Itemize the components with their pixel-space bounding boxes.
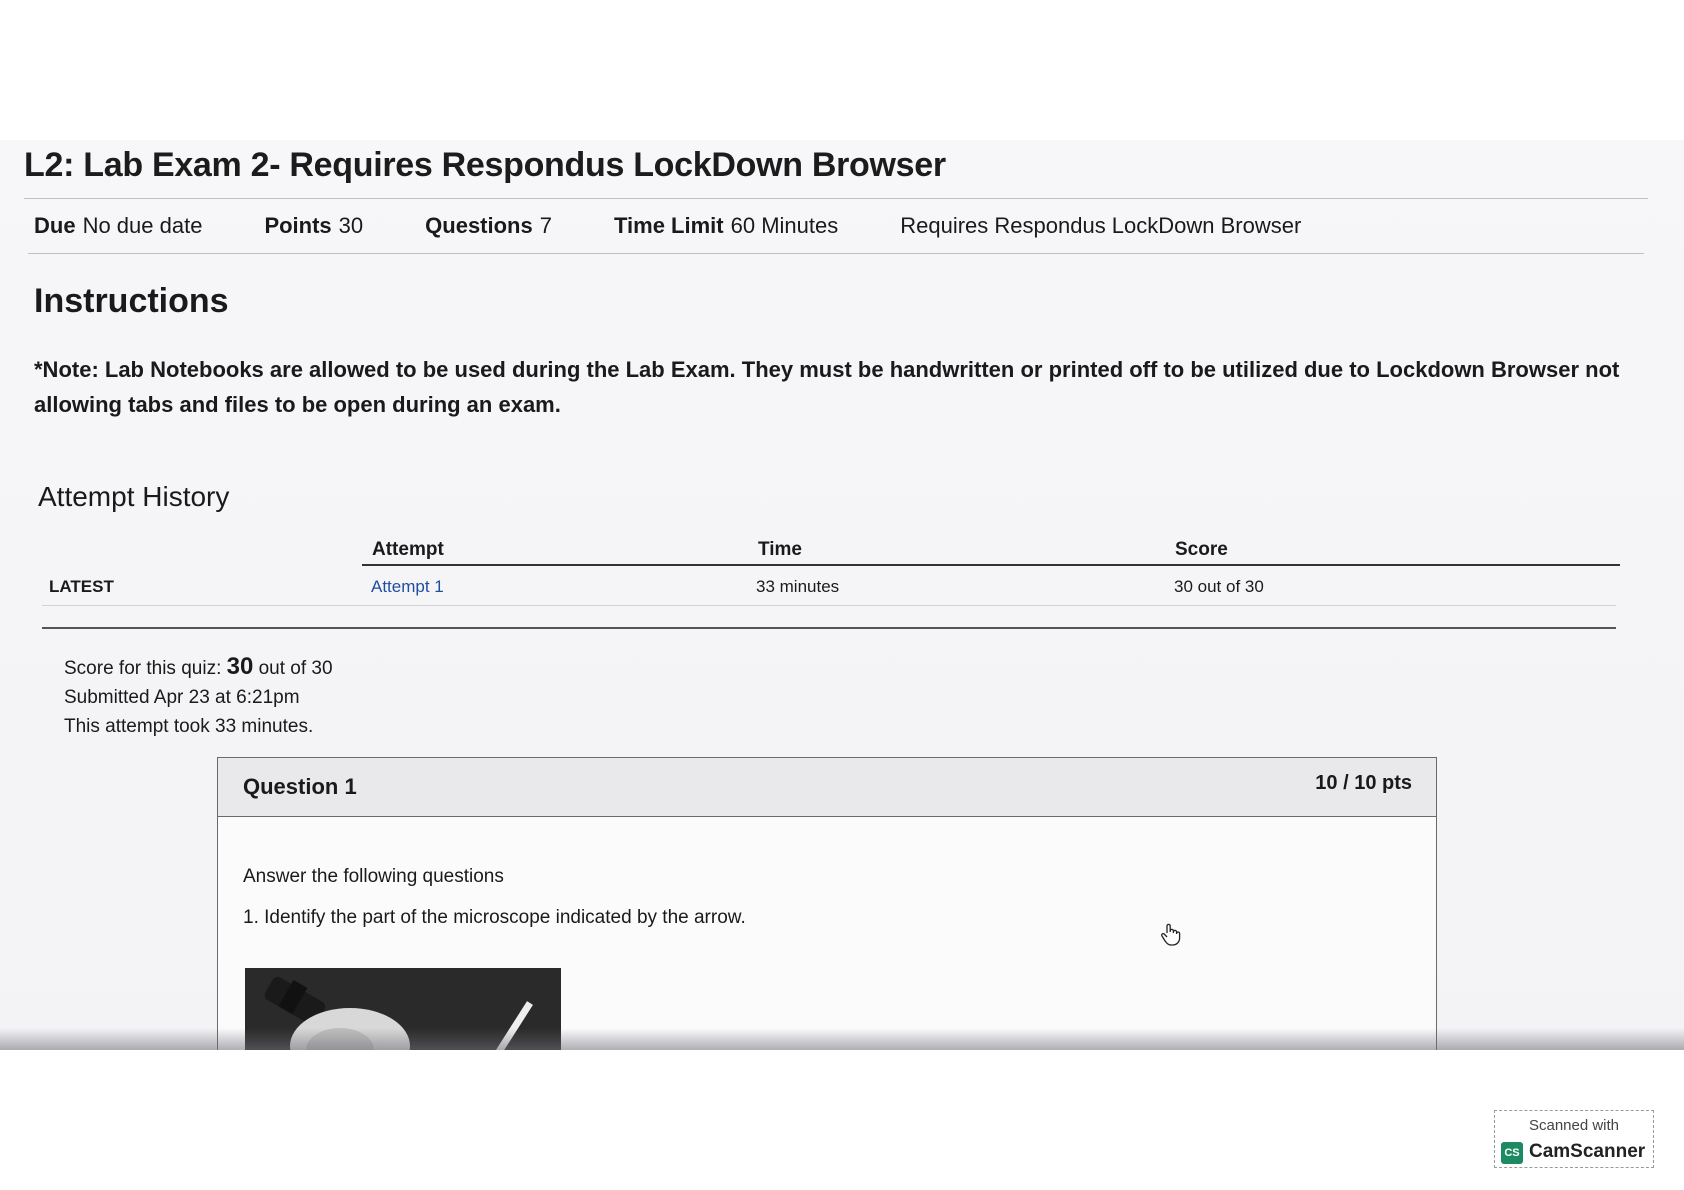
quiz-page xyxy=(0,140,1684,1050)
meta-time-limit-label: Time Limit xyxy=(613,213,724,238)
scan-edge-shadow xyxy=(0,1028,1684,1050)
meta-due xyxy=(34,213,202,239)
meta-time-limit xyxy=(614,213,838,239)
meta-divider xyxy=(28,253,1644,254)
score-line xyxy=(64,652,333,683)
meta-due-label: Due xyxy=(34,213,76,238)
meta-points-label: Points xyxy=(264,213,332,238)
table-bottom-rule xyxy=(42,627,1616,629)
score-value: 30 xyxy=(226,653,254,680)
submitted-line: Submitted Apr 23 at 6:21pm xyxy=(64,687,300,708)
column-header-time: Time xyxy=(758,539,803,560)
hand-pointer-icon xyxy=(1160,922,1182,946)
attempt-score: 30 out of 30 xyxy=(1174,577,1264,596)
question-points: 10 / 10 pts xyxy=(1315,772,1412,794)
quiz-meta-bar xyxy=(34,213,1363,239)
instructions-heading: Instructions xyxy=(34,282,229,320)
question-intro: Answer the following questions xyxy=(243,866,504,887)
meta-points-value: 30 xyxy=(338,213,364,238)
column-header-attempt: Attempt xyxy=(372,539,444,560)
camscanner-badge xyxy=(1494,1110,1654,1168)
row-divider xyxy=(42,605,1616,606)
meta-requirement: Requires Respondus LockDown Browser xyxy=(900,213,1302,238)
attempt-history-heading: Attempt History xyxy=(38,481,230,512)
title-divider xyxy=(24,198,1648,199)
badge-scanned-with: Scanned with xyxy=(1528,1117,1620,1134)
column-header-score: Score xyxy=(1175,539,1228,560)
attempt-1-link[interactable]: Attempt 1 xyxy=(371,577,444,596)
duration-line: This attempt took 33 minutes. xyxy=(64,716,314,737)
score-suffix: out of 30 xyxy=(258,658,333,679)
badge-app-name: CamScanner xyxy=(1529,1141,1646,1162)
meta-questions-label: Questions xyxy=(425,213,533,238)
meta-questions-value: 7 xyxy=(539,213,552,238)
table-header-underline xyxy=(362,564,1620,566)
question-1-card xyxy=(217,757,1437,1050)
page-title: L2: Lab Exam 2- Requires Respondus LockDown Browser xyxy=(24,146,946,184)
attempt-time: 33 minutes xyxy=(756,577,840,596)
camscanner-logo-icon: CS xyxy=(1501,1142,1523,1164)
latest-tag: LATEST xyxy=(49,577,114,596)
quiz-summary xyxy=(64,652,333,741)
meta-points xyxy=(264,213,363,239)
instructions-note: *Note: Lab Notebooks are allowed to be used during the Lab Exam. They must be handwritten or printed off to be utilized due to Lockdown Browser not allowing tabs and files to be open during an exam. xyxy=(34,357,1620,417)
question-header xyxy=(218,758,1436,817)
question-title: Question 1 xyxy=(243,774,357,799)
score-prefix: Score for this quiz: xyxy=(64,658,222,679)
meta-questions xyxy=(425,213,552,239)
meta-time-limit-value: 60 Minutes xyxy=(730,213,839,238)
meta-due-value: No due date xyxy=(82,213,203,238)
question-prompt: 1. Identify the part of the microscope indicated by the arrow. xyxy=(243,907,746,928)
